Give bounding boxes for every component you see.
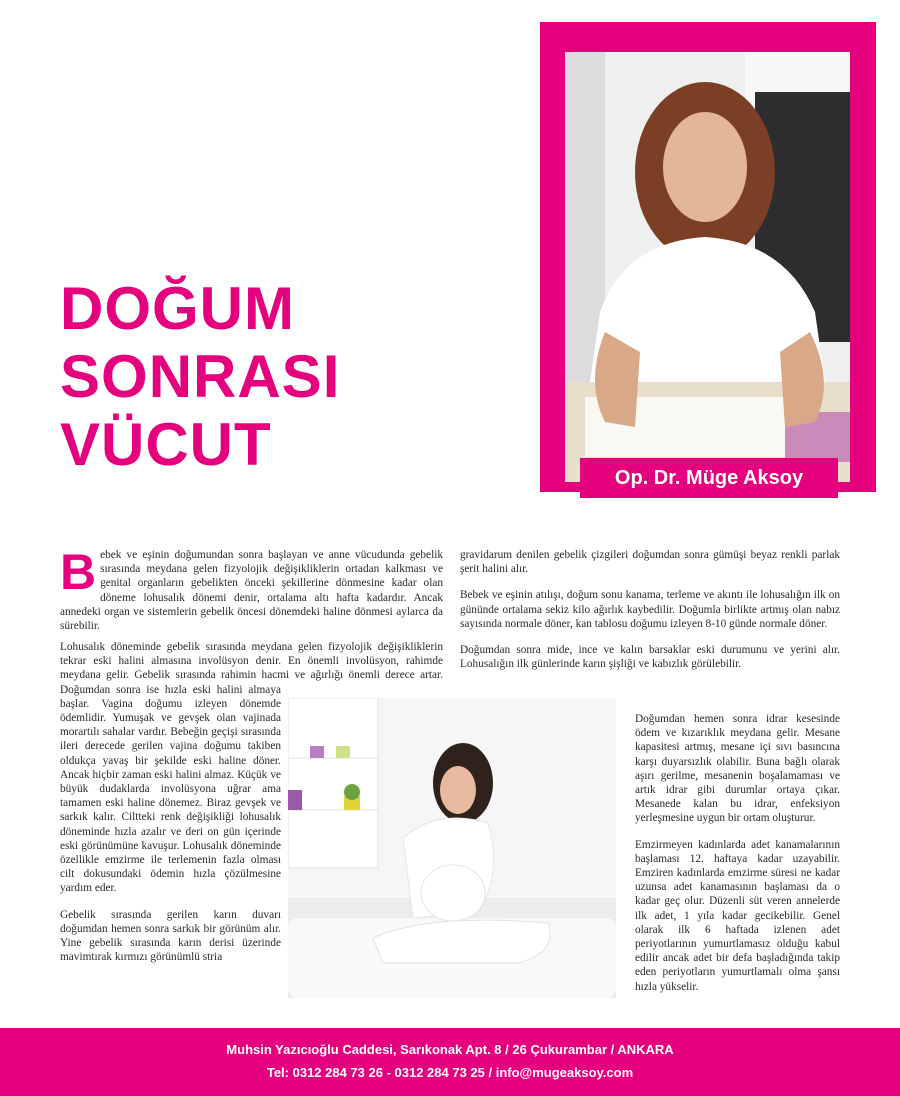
pregnancy-illustration [288,698,616,998]
column-right [460,548,840,683]
footer-address: Muhsin Yazıcıoğlu Caddesi, Sarıkonak Apt. 8 / 26 Çukurambar / ANKARA [226,1042,674,1057]
footer-contact: Tel: 0312 284 73 26 - 0312 284 73 25 / info@mugeaksoy.com [266,1065,634,1080]
doctor-portrait-illustration [565,52,850,482]
left-paragraph-1: ebek ve eşinin doğumundan sonra başlayan ve anne vücudunda gebelik sırasında meydana gelen fizyolojik değişikliklerin ortadan kalkması ve genital organların gebelikten önceki şekillerine dönmesine kadar olan döneme lohusalık dönemi denir, ortalama altı hafta kadardır. Ancak annedeki organ ve sistemlerin gebelik öncesi dönemdeki haline dönmesi aylarca da sürebilir. [60,549,443,633]
pregnancy-photo [288,698,616,998]
column-left-top [60,544,443,645]
right-paragraph-2: Bebek ve eşinin atılışı, doğum sonu kanama, terleme ve akıntı ile lohusalığın ilk on gününde ortalama sekiz kilo ağırlık kaybedilir. Doğumla birlikte artmış olan nabız sayısında normale döner, kan tablosu doğumu izleyen 8-10 günde normale döner. [460,589,840,630]
footer-bar [0,1028,900,1096]
left-paragraph-3: Gebelik sırasında gerilen karın duvarı doğumdan hemen sonra sarkık bir görünüm alır. Yine gebelik sırasında karın derisi üzerinde mavimtırak kırmızı görünümlü stria [60,908,281,964]
right-paragraph-5: Emzirmeyen kadınlarda adet kanamalarının başlaması 12. haftaya kadar uzayabilir. Emziren kadınlarda emzirme süresi ne kadar uzunsa adet kanamasının başlaması da o kadar geç olur. Düzenli süt veren annelerde ilk adet, 1 yıla kadar gecikebilir. Genel olarak ilk 6 haftada izlenen adet periyotlarının yumurtlamasız olduğu kabul edilir ancak adet bir defa başladığında takip eden periyotların yumurtlamalı olma şansı hızla yükselir. [635,838,840,993]
right-paragraph-4: Doğumdan hemen sonra idrar kesesinde ödem ve kızarıklık meydana gelir. Mesane kapasitesi artmış, mesane içi sıvı basıncına karşı duyarsızlık olabilir. Buna bağlı olarak aşırı gerilme, mesanenin boşalamaması ve artık idrar gibi durumlar ortaya çıkar. Mesanede kalan bu idrar, enfeksiyon yerleşmesine uygun bir ortam oluşturur. [635,713,840,825]
title-line-1: DOĞUM [60,275,295,342]
right-paragraph-3: Doğumdan sonra mide, ince ve kalın barsaklar eski durumunu ve yerini alır. Lohusalığın ilk günlerinde karın şişliği ve kabızlık görülebilir. [460,644,840,671]
right-paragraph-1: gravidarum denilen gebelik çizgileri doğumdan sonra gümüşi beyaz renkli parlak şerit halini alır. [460,549,840,576]
doctor-name-tag: Op. Dr. Müge Aksoy [580,458,838,498]
doctor-photo [565,52,850,482]
left-paragraph-2: Lohusalık döneminde gebelik sırasında meydana gelen fizyolojik değişikliklerin tekrar eski halini almasına involüsyon denir. En önemli involüsyon, rahimde meydana gelir. Gebelik sırasında rahimin hacmi ve ağırlığı önemli derece artar. Doğumdan sonra ise hızla eski halini almaya başlar. Vagina doğumu izleyen dönemde ödemlidir. Yumuşak ve gevşek olan vajinada morartılı sahalar vardır. Bebeğin geçişi sırasında ileri derecede gerilen vajina doğumu takiben oldukça yavaş bir şekilde eski haline döner. Ancak hiçbir zaman eski halini almaz. Küçük ve büyük dudaklarda involüsyona uğrar ama tamamen eski haline dönemez. Biraz gevşek ve sarkık kalır. Ciltteki renk değişikliği lohusalık döneminde hızla azalır ve deri on gün içerinde eski görünümüne kavuşur. Lohusalık döneminde özellikle emzirme ile terlemenin fazla olması cilt dokusundaki ödemin hızla çözülmesine yardım eder. [60,641,443,895]
title-line-3: VÜCUT [60,411,272,478]
article-title [60,275,340,479]
dropcap: B [60,544,97,600]
column-right-lower [635,712,840,1006]
title-line-2: SONRASI [60,343,341,410]
